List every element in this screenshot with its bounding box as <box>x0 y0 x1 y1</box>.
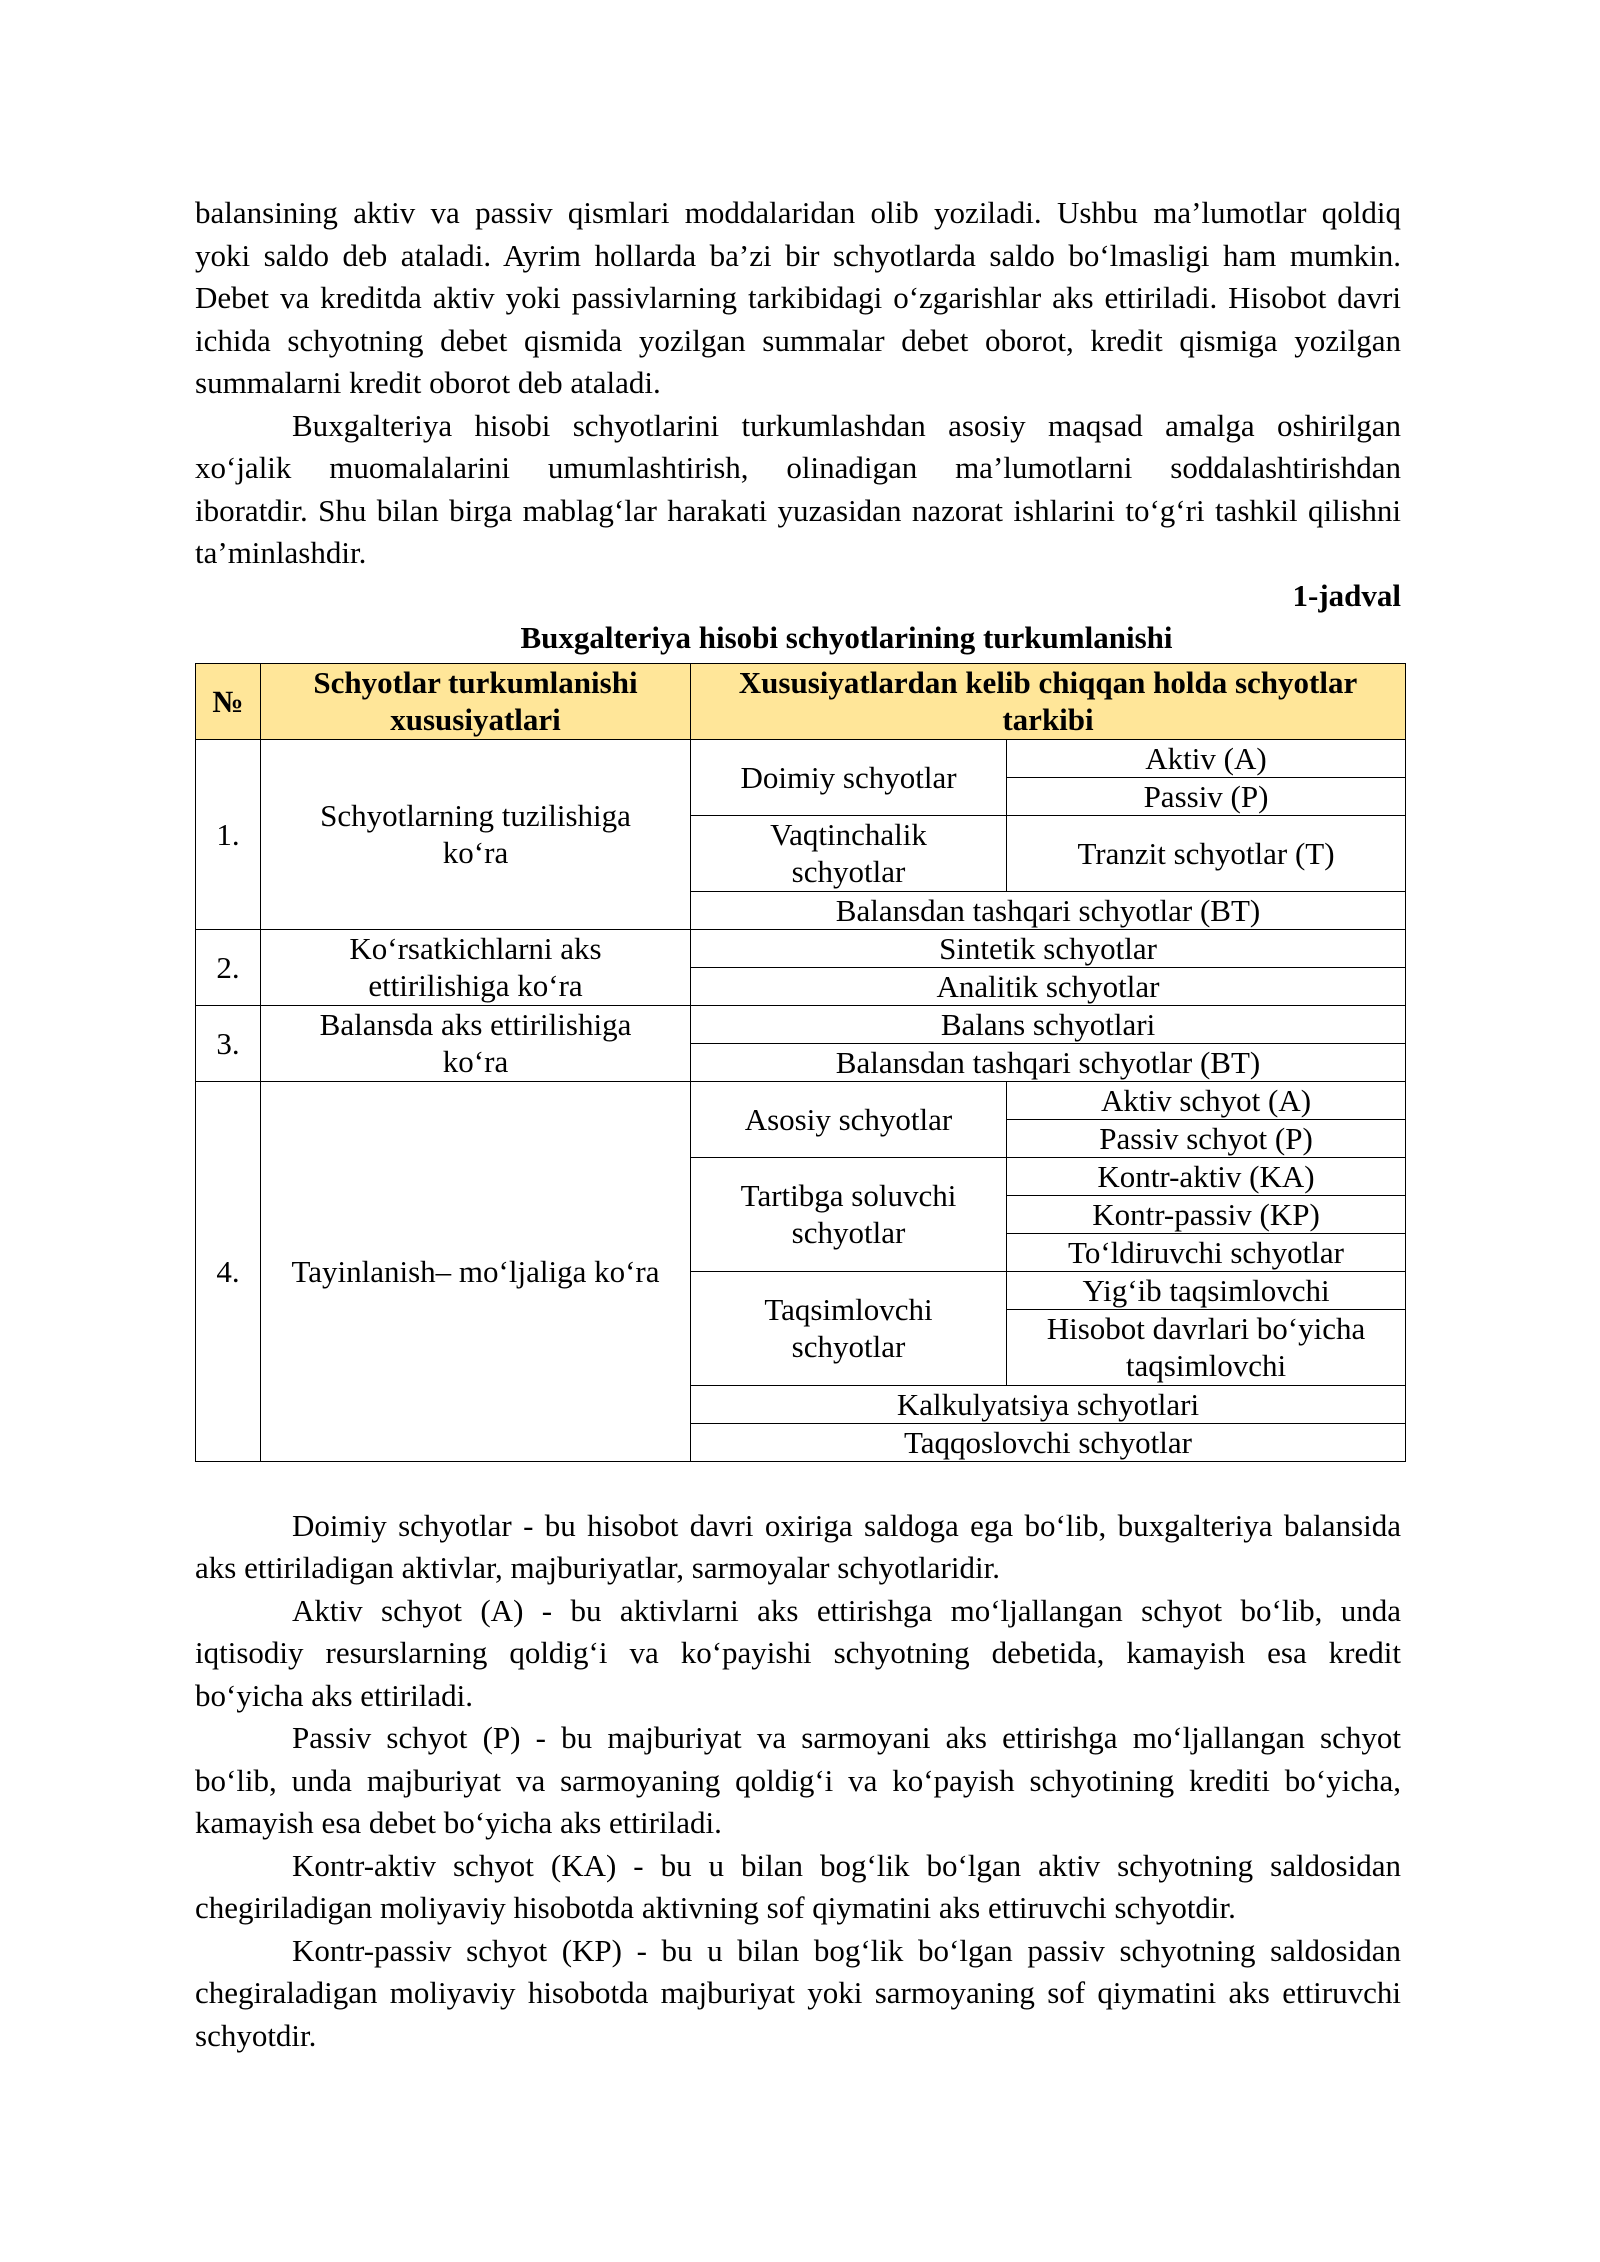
header-composition-line: Xususiyatlardan kelib chiqqan holda schyotlar <box>738 665 1358 700</box>
text-line: kamayish esa debet bo‘yicha aks ettiriladi. <box>195 1805 722 1840</box>
full-item: Analitik schyotlar <box>691 967 1406 1005</box>
text-line: yoki saldo deb ataladi. Ayrim hollarda ba’zi bir schyotlarda saldo bo‘lmasligi ham mumkin. <box>195 237 1401 273</box>
table-caption: Buxgalteriya hisobi schyotlarining turkumlanishi <box>520 620 1173 655</box>
paragraph <box>195 405 1401 575</box>
group-name-line: Vaqtinchalik <box>770 817 927 852</box>
criterion-line: ko‘ra <box>442 835 509 870</box>
page-content <box>195 192 1401 2057</box>
paragraph <box>195 1590 1401 1718</box>
header-criterion-line: Schyotlar turkumlanishi <box>313 665 638 700</box>
paragraph <box>195 1505 1401 1590</box>
table-row <box>196 929 1406 967</box>
row-criterion <box>261 1081 691 1461</box>
group-item-line: taqsimlovchi <box>1125 1348 1287 1383</box>
text-line: iboratdir. Shu bilan birga mablag‘lar harakati yuzasidan nazorat ishlarini to‘g‘ri tashkil qilishni <box>195 492 1401 528</box>
criterion-line: Schyotlarning tuzilishiga <box>320 798 631 833</box>
paragraph <box>195 1845 1401 1930</box>
row-criterion <box>261 1005 691 1081</box>
text-line: Doimiy schyotlar - bu hisobot davri oxiriga saldoga ega bo‘lib, buxgalteriya balansida <box>292 1507 1401 1543</box>
row-number: 2. <box>196 929 261 1005</box>
header-number: № <box>196 663 261 739</box>
group-name-line: Tartibga soluvchi <box>740 1178 957 1213</box>
full-item: Balans schyotlari <box>691 1005 1406 1043</box>
text-line: ichida schyotning debet qismida yozilgan summalar debet oborot, kredit qismiga yozilgan <box>195 322 1401 358</box>
group-item-line: Hisobot davrlari bo‘yicha <box>1046 1311 1366 1346</box>
group-name-line: schyotlar <box>791 1329 906 1364</box>
group-name-line: Doimiy schyotlar <box>740 759 957 795</box>
text-line: summalarni kredit oborot deb ataladi. <box>195 365 661 400</box>
group-name <box>691 815 1007 891</box>
group-item: Passiv schyot (P) <box>1007 1119 1406 1157</box>
group-item: Passiv (P) <box>1007 777 1406 815</box>
text-line: iqtisodiy resurslarning qoldig‘i va ko‘payishi schyotning debetida, kamayish esa kredit <box>195 1635 1401 1670</box>
group-name <box>691 1271 1007 1385</box>
paragraph <box>195 1930 1401 2058</box>
group-name-line: schyotlar <box>791 854 906 889</box>
text-line: Kontr-passiv schyot (KP) - bu u bilan bog‘lik bo‘lgan passiv schyotning saldosidan <box>292 1932 1401 1968</box>
group-item: Yig‘ib taqsimlovchi <box>1007 1271 1406 1309</box>
header-criterion <box>261 663 691 739</box>
full-item: Kalkulyatsiya schyotlari <box>691 1385 1406 1423</box>
group-name-line: Asosiy schyotlar <box>744 1101 953 1137</box>
text-line: Buxgalteriya hisobi schyotlarini turkumlashdan asosiy maqsad amalga oshirilgan <box>292 407 1401 443</box>
full-item: Sintetik schyotlar <box>691 929 1406 967</box>
table-row <box>196 1005 1406 1043</box>
text-line: aks ettiriladigan aktivlar, majburiyatlar, sarmoyalar schyotlaridir. <box>195 1550 1000 1585</box>
paragraph <box>195 192 1401 405</box>
text-line: chegiraladigan moliyaviy hisobotda majburiyat yoki sarmoyaning sof qiymatini aks ettiruvchi <box>195 1975 1401 2010</box>
text-line: Kontr-aktiv schyot (KA) - bu u bilan bog‘lik bo‘lgan aktiv schyotning saldosidan <box>292 1847 1401 1883</box>
row-number: 3. <box>196 1005 261 1081</box>
criterion-line: ko‘ra <box>442 1044 509 1079</box>
criterion-line: Ko‘rsatkichlarni aks <box>349 931 602 966</box>
table-label: 1-jadval <box>1292 577 1401 613</box>
criterion-line: ettirilishiga ko‘ra <box>368 968 583 1003</box>
header-composition <box>691 663 1406 739</box>
text-line: chegiriladigan moliyaviy hisobotda aktivning sof qiymatini aks ettiruvchi schyotdir. <box>195 1890 1236 1925</box>
text-line: bo‘yicha aks ettiriladi. <box>195 1677 474 1713</box>
group-item: To‘ldiruvchi schyotlar <box>1007 1233 1406 1271</box>
text-line: xo‘jalik muomalalarini umumlashtirish, olinadigan ma’lumotlarni soddalashtirishdan <box>195 450 1401 485</box>
text-line: bo‘lib, unda majburiyat va sarmoyaning qoldig‘i va ko‘payish schyotining krediti bo‘yicha, <box>195 1762 1401 1798</box>
text-line: Aktiv schyot (A) - bu aktivlarni aks ettirishga mo‘ljallangan schyot bo‘lib, unda <box>292 1592 1401 1628</box>
row-number: 4. <box>196 1081 261 1461</box>
criterion-line: Balansda aks ettirilishiga <box>319 1007 632 1042</box>
full-item: Balansdan tashqari schyotlar (BT) <box>691 891 1406 929</box>
row-number: 1. <box>196 739 261 929</box>
group-item: Tranzit schyotlar (T) <box>1007 815 1406 891</box>
text-line: ta’minlashdir. <box>195 535 367 570</box>
group-name-line: schyotlar <box>791 1215 906 1250</box>
full-item: Taqqoslovchi schyotlar <box>691 1423 1406 1461</box>
full-item: Balansdan tashqari schyotlar (BT) <box>691 1043 1406 1081</box>
group-item: Aktiv (A) <box>1007 739 1406 777</box>
header-composition-line: tarkibi <box>1002 702 1094 737</box>
text-line: balansining aktiv va passiv qismlari moddalaridan olib yoziladi. Ushbu ma’lumotlar qoldiq <box>195 195 1401 230</box>
header-criterion-line: xususiyatlari <box>390 702 561 737</box>
group-item: Kontr-passiv (KP) <box>1007 1195 1406 1233</box>
text-line: Debet va kreditda aktiv yoki passivlarning tarkibidagi o‘zgarishlar aks ettiriladi. Hisobot davri <box>195 280 1401 315</box>
group-item: Aktiv schyot (A) <box>1007 1081 1406 1119</box>
group-item: Kontr-aktiv (KA) <box>1007 1157 1406 1195</box>
group-name <box>691 1081 1007 1157</box>
classification-table <box>195 663 1406 1462</box>
table-header-row <box>196 663 1406 739</box>
table-row <box>196 1081 1406 1119</box>
definitions-section <box>195 1505 1401 2058</box>
table-row <box>196 739 1406 777</box>
group-name <box>691 739 1007 815</box>
group-name <box>691 1157 1007 1271</box>
text-line: Passiv schyot (P) - bu majburiyat va sarmoyani aks ettirishga mo‘ljallangan schyot <box>292 1720 1401 1755</box>
row-criterion <box>261 739 691 929</box>
row-criterion <box>261 929 691 1005</box>
group-name-line: Taqsimlovchi <box>764 1292 933 1327</box>
group-item <box>1007 1309 1406 1385</box>
paragraph <box>195 1717 1401 1845</box>
text-line: schyotdir. <box>195 2017 317 2053</box>
criterion-line: Tayinlanish– mo‘ljaliga ko‘ra <box>291 1253 660 1289</box>
